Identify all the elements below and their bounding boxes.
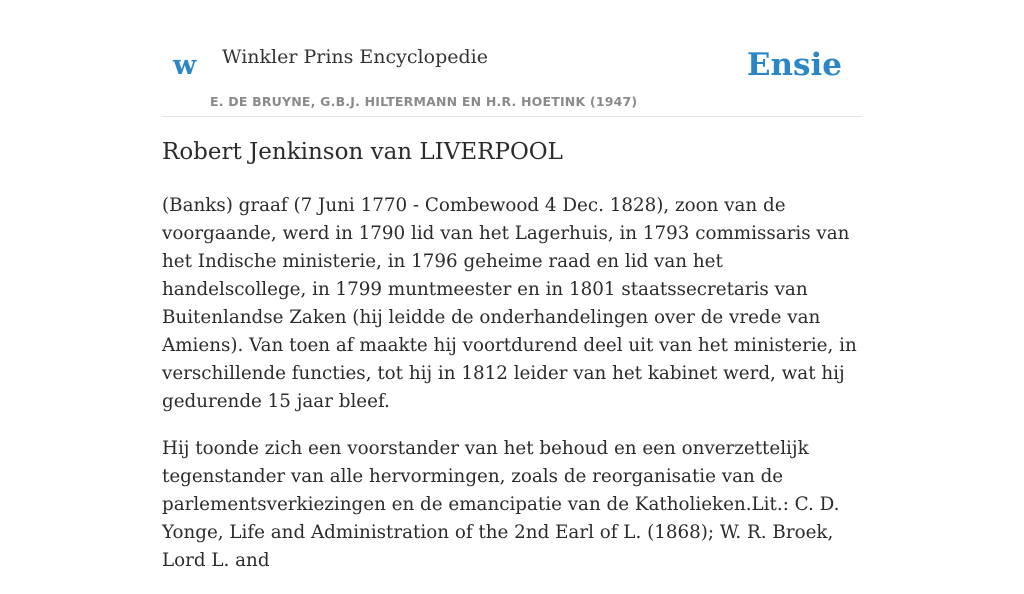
source-logo[interactable]: w <box>173 50 197 81</box>
source-authors: E. DE BRUYNE, G.B.J. HILTERMANN EN H.R. HOETINK (1947) <box>210 94 638 109</box>
article-body <box>162 192 862 594</box>
source-header <box>162 38 862 117</box>
ensie-logo-link[interactable]: Ensie <box>746 47 842 83</box>
article-paragraph: Hij toonde zich een voorstander van het behoud en een onverzettelijk tegenstander van alle hervormingen, zoals de reorganisatie van de parlementsverkiezingen en de emancipatie van de Katholieken.Lit.: C. D. Yonge, Life and Administration of the 2nd Earl of L. (1868); W. R. Broek, Lord L. and <box>162 438 840 571</box>
source-title[interactable]: Winkler Prins Encyclopedie <box>222 46 488 68</box>
article-paragraph: (Banks) graaf (7 Juni 1770 - Combewood 4 Dec. 1828), zoon van de voorgaande, werd in 1790 lid van het Lagerhuis, in 1793 commissaris van het Indische ministerie, in 1796 geheime raad en lid van het handelscollege, in 1799 muntmeester en in 1801 staatssecretaris van Buitenlandse Zaken (hij leidde de onderhandelingen over de vrede van Amiens). Van toen af maakte hij voortdurend deel uit van het ministerie, in verschillende functies, tot hij in 1812 leider van het kabinet werd, wat hij gedurende 15 jaar bleef. <box>162 195 857 412</box>
article-title: Robert Jenkinson van LIVERPOOL <box>162 139 563 165</box>
